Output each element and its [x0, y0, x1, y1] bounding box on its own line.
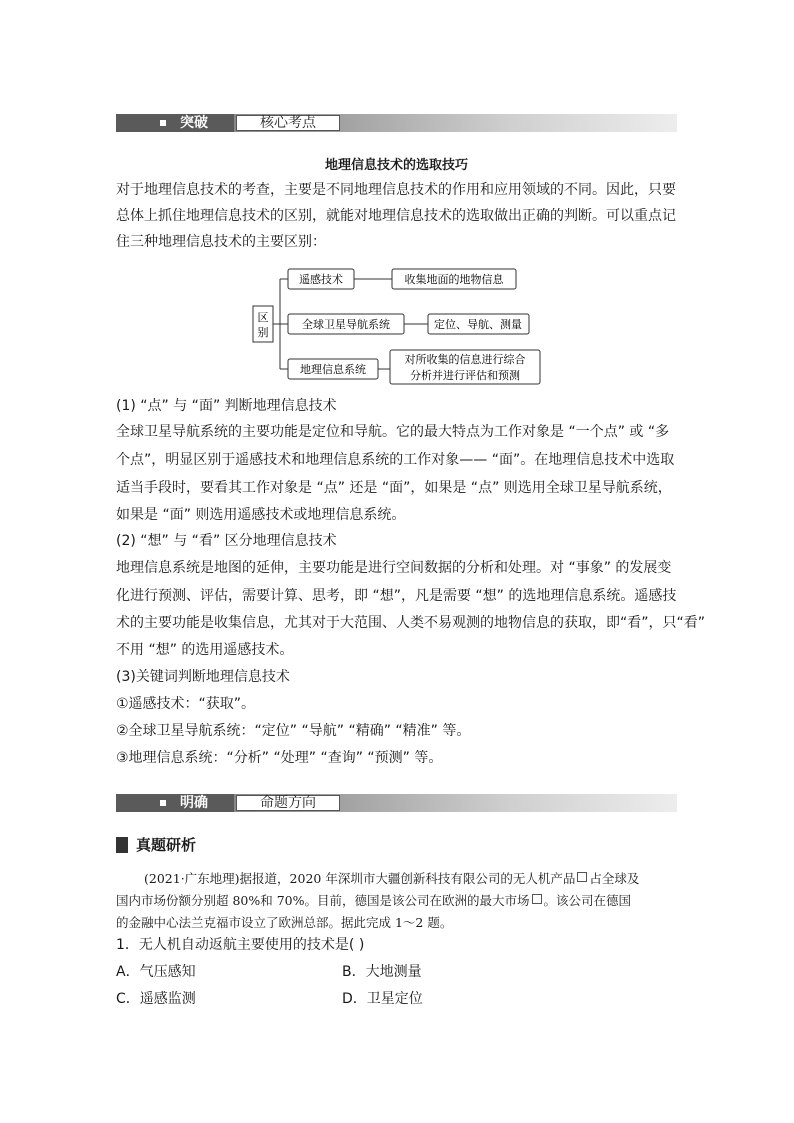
option-b[interactable]: B．大地测量	[342, 964, 422, 980]
banner-title: 命题方向	[260, 795, 316, 811]
difference-diagram	[252, 262, 552, 386]
body-line: 适当手段时，要看其工作对象是 “点” 还是 “面”，如果是 “点” 则选用全球卫星导航系统，	[116, 480, 672, 496]
body-line: 地理信息系统是地图的延伸，主要功能是进行空间数据的分析和处理。对 “事象” 的发展变	[116, 560, 672, 576]
banner-tag: 突破	[180, 115, 208, 131]
footnote-mark-icon	[532, 894, 542, 904]
body-line: 不用 “想” 的选用遥感技术。	[116, 642, 294, 658]
banner-tag: 明确	[180, 795, 208, 811]
option-a[interactable]: A．气压感知	[116, 964, 196, 980]
point-2-title: (2) “想” 与 “看” 区分地理信息技术	[116, 533, 337, 549]
point-1-title: (1) “点” 与 “面” 判断地理信息技术	[116, 398, 337, 414]
intro-line-3: 住三种地理信息技术的主要区别：	[116, 234, 326, 250]
intro-line-2: 总体上抓住地理信息技术的区别，就能对地理信息技术的选取做出正确的判断。可以重点记	[116, 208, 676, 224]
section-banner-core	[116, 114, 677, 132]
section-banner-direction	[116, 794, 677, 812]
passage-line-2	[116, 890, 631, 912]
intro-line-1: 对于地理信息技术的考查，主要是不同地理信息技术的作用和应用领域的不同。因此，只要	[116, 182, 676, 198]
section-heading: 地理信息技术的选取技巧	[324, 158, 468, 173]
subsection-marker-icon	[116, 837, 128, 853]
body-line: 如果是 “面” 则选用遥感技术或地理信息系统。	[116, 507, 406, 523]
option-d[interactable]: D．卫星定位	[342, 991, 423, 1007]
body-line: 全球卫星导航系统的主要功能是定位和导航。它的最大特点为工作对象是 “一个点” 或 “多	[116, 424, 670, 440]
passage-text: 占全球及	[589, 871, 640, 886]
passage-text: 国内市场份额分别超 80%和 70%。目前，德国是该公司在欧洲的最大市场	[116, 893, 530, 908]
diagram-branch-name-3: 地理信息系统	[300, 363, 366, 376]
keyword-item: ①遥感技术：“获取”。	[116, 696, 256, 712]
option-c[interactable]: C．遥感监测	[116, 991, 196, 1007]
diagram-root-text-2: 别	[257, 326, 269, 339]
keyword-item: ②全球卫星导航系统：“定位” “导航” “精确” “精准” 等。	[116, 723, 471, 739]
banner-title: 核心考点	[260, 115, 316, 131]
diagram-branch-name-2: 全球卫星导航系统	[302, 318, 390, 331]
subsection-title: 真题研析	[136, 836, 197, 854]
question-stem: 1．无人机自动返航主要使用的技术是( )	[116, 937, 365, 953]
body-line: 术的主要功能是收集信息，尤其对于大范围、人类不易观测的地物信息的获取，即“看”，只“看”	[116, 615, 706, 631]
diagram-desc-3b: 分析并进行评估和预测	[410, 369, 520, 382]
body-line: 个点”，明显区别于遥感技术和地理信息系统的工作对象—— “面”。在地理信息技术中选取	[116, 452, 675, 468]
point-3-title: (3)关键词判断地理信息技术	[116, 669, 290, 685]
banner-square-icon	[160, 800, 166, 806]
footnote-mark-icon	[577, 872, 587, 882]
diagram-branch-name-1: 遥感技术	[299, 273, 343, 286]
diagram-desc-3a: 对所收集的信息进行综合	[404, 353, 526, 366]
keyword-item: ③地理信息系统：“分析” “处理” “查询” “预测” 等。	[116, 750, 443, 766]
passage-line-1	[144, 868, 639, 890]
passage-text: (2021·广东地理)据报道，2020 年深圳市大疆创新科技有限公司的无人机产品	[144, 871, 576, 886]
diagram-desc-2: 定位、导航、测量	[434, 318, 522, 331]
passage-text: 。该公司在德国	[543, 893, 632, 908]
diagram-desc-1: 收集地面的地物信息	[404, 273, 504, 286]
passage-line-3: 的金融中心法兰克福市设立了欧洲总部。据此完成 1～2 题。	[116, 915, 453, 930]
body-line: 化进行预测、评估，需要计算、思考，即 “想”，凡是需要 “想” 的选地理信息系统。遥感技	[116, 588, 677, 604]
diagram-root-text-1: 区	[257, 311, 269, 324]
banner-square-icon	[160, 120, 166, 126]
